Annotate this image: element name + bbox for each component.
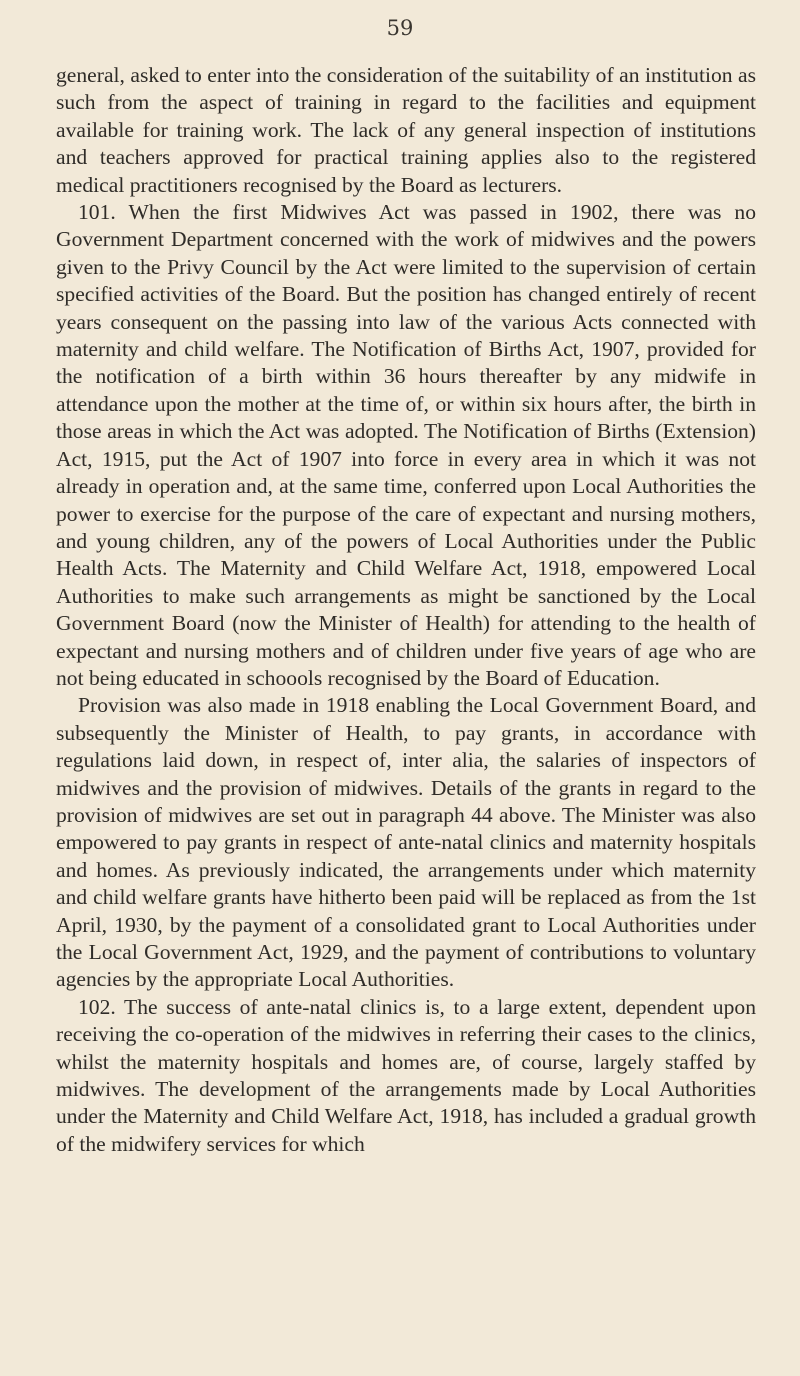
- page-number: 59: [386, 16, 414, 40]
- paragraph-102: 102. The success of ante-natal clinics is, to a large extent, dependent upon receiving the co-operation of the midwives in referring their cases to the clinics, whilst the maternity hospitals and homes are, of course, largely staffed by midwives. The development of the arrangements made by Local Authorities under the Maternity and Child Welfare Act, 1918, has included a gradual growth of the midwifery services for which: [56, 994, 756, 1156]
- paragraph-continuation: general, asked to enter into the consideration of the suitability of an institution as such from the aspect of training in regard to the facilities and equipment available for training work. The lack of any general inspection of institutions and teachers approved for practical training applies also to the registered medical practitioners recognised by the Board as lecturers.: [56, 63, 756, 197]
- body-text: [56, 62, 756, 1158]
- paragraph-101: 101. When the first Midwives Act was passed in 1902, there was no Government Department concerned with the work of midwives and the powers given to the Privy Council by the Act were limited to the supervision of certain specified activities of the Board. But the position has changed entirely of recent years consequent on the passing into law of the various Acts connected with maternity and child welfare. The Notification of Births Act, 1907, provided for the notification of a birth within 36 hours thereafter by any midwife in attendance upon the mother at the time of, or within six hours after, the birth in those areas in which the Act was adopted. The Notification of Births (Extension) Act, 1915, put the Act of 1907 into force in every area in which it was not already in operation and, at the same time, conferred upon Local Authorities the power to exercise for the purpose of the care of expectant and nursing mothers, and young children, any of the powers of Local Authorities under the Public Health Acts. The Maternity and Child Welfare Act, 1918, empowered Local Authorities to make such arrangements as might be sanctioned by the Local Government Board (now the Minister of Health) for attending to the health of expectant and nursing mothers and of children under five years of age who are not being educated in schoools recognised by the Board of Education.: [56, 200, 756, 690]
- paragraph-provision-1918: Provision was also made in 1918 enabling the Local Government Board, and subsequently the Minister of Health, to pay grants, in accordance with regulations laid down, in respect of, inter alia, the salaries of inspectors of midwives and the provision of midwives. Details of the grants in regard to the provision of midwives are set out in paragraph 44 above. The Minister was also empowered to pay grants in respect of ante-natal clinics and maternity hospitals and homes. As previously indicated, the arrangements under which maternity and child welfare grants have hitherto been paid will be replaced as from the 1st April, 1930, by the payment of a consolidated grant to Local Authorities under the Local Government Act, 1929, and the payment of contributions to voluntary agencies by the appropriate Local Authorities.: [56, 693, 756, 992]
